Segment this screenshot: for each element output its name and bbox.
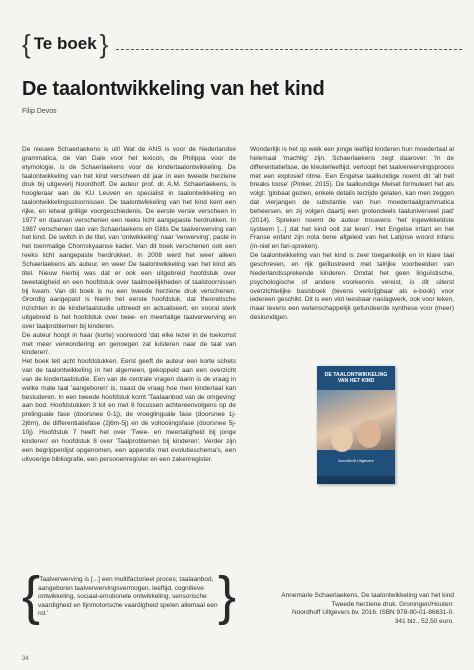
book-caption [254,592,454,626]
left-column [22,146,236,464]
caption-line: Tweede herziene druk. Groningen/Houten: [331,600,454,608]
body-paragraph: De auteur hoopt in haar (korte) voorwoord 'dat elke lezer in de toekomst met meer verwondering en genoegen zal luisteren naar de taal van kinderen'. [22,331,236,357]
section-header [22,30,462,58]
body-paragraph: De nieuwe Schaerlaekens is uit! Wat de ANS is voor de Nederlandse grammatica, de Van Dale voor het lexicon, de Philippa voor de etymologie, is de Schaerlaekens voor de kindertaalontwikkeling. De taalontwikkeling van het kind verscheen dit jaar in een tweede herziene druk bij uitgeverij Noordhoff. De auteur prof. dr. A.M. Schaerlaekens, is hoogleraar aan de KU Leuven en specialist in taalontwikkeling en taalontwikkelingsstoornissen. De taalontwikkeling van het kind kent een rijke, en ietwat grillige voorgeschiedenis. De eerste versie verscheen in 1977 en daarvan verschenen een reeks licht aangepaste herdrukken. In 1987 verschenen dan van Schaerlaekens en Gillis De taalverwerving van het kind. De switch in de titel, van 'ontwikkeling' naar 'verwerving', paste in het toenmalige Chomskyaanse kader. Van dit boek verschenen ook een reeks licht aangepaste herdrukken. In 2008 werd het weer alleen Schaerlaekens als auteur, en weer De taalontwikkeling van het kind als titel. Nieuw hierbij was dat er ook een uitgebreid hoofdstuk over tweetaligheid en een hoofdstuk over taalmoeilijkheden of taalstoornissen bij kwam. Van dit boek is nu een tweede herziene druk verschenen. Grondig aangepast is hierin het eerste hoofdstuk, dat theoretische inzichten in de kindertaalstudie uittreedt en actualiseert, en vooral sterk uitgebreid is het hoofdstuk over twee- en meertalige taalverwerving en over taalproblemen bij kinderen. [22,146,236,330]
quote-close-brace: } [217,566,236,626]
book-cover-image [317,366,395,484]
pull-quote-text: 'Taalverwerving is [...] een multifactorieel proces; taalaanbod, aangeboren taalverwervingsvermogen, leeftijd, cognitieve ontwikkeling, sociaal-emotionele ontwikkeling, sensorische vaardigheid en fijnmotorische vaardigheid spelen allemaal een rol.' [38,576,218,618]
body-paragraph: De taalontwikkeling van het kind is zeer toegankelijk en in klare taal geschreven, en rijk geïllustreerd met talrijke voorbeelden van Nederlandssprekende kinderen. Omdat het geen linguïstische, psychologische of andere voorkennis vereist, is dit uiterst overzichtelijke basisboek (tevens verkrijgbaar als e-book) voor iedereen geschikt. Dit is een vlot leesbaar naslagwerk, ook voor leken, maar tevens een wetenschappelijk gefundeerde synthese voor (meer) deskundigen. [250,252,454,322]
right-column [250,146,454,323]
section-label: Te boek [33,34,97,53]
cover-adult-face [357,420,381,448]
pull-quote [22,566,236,626]
caption-line: Noordhoff Uitgevers bv. 2016. ISBN 978-90-01-86631-0. [292,609,454,617]
quote-open-brace: { [22,566,41,626]
caption-line: 341 blz., 52,50 euro. [394,617,454,625]
caption-line: Annemarie Schaerlaekens, De taalontwikkeling van het kind [281,592,454,599]
article-title: De taalontwikkeling van het kind [22,78,325,100]
open-brace-glyph: { [22,29,31,59]
cover-photo [317,390,395,450]
cover-title: DE TAALONTWIKKELING VAN HET KIND [324,372,388,385]
cover-publisher: Noordhoff Uitgevers [338,458,374,463]
header-dashed-rule [116,49,462,50]
close-brace-glyph: } [99,29,109,59]
page-number: 34 [22,656,29,662]
article-author: Filip Devos [22,108,57,115]
body-paragraph: Het boek telt acht hoofdstukken. Eerst geeft de auteur een korte schets van de taalontwikkeling in het algemeen, gekoppeld aan een overzicht van de kindertaalstudie. Een van de centrale vragen daarin is de vraag in welke mate taal 'aangeboren' is, naast de vraag hoe men kindertaal kan bestuderen. In een tweede hoofdstuk komt 'Taalaanbod van de omgeving' aan bod. Hoofdstukken 3 tot en met 6 focussen achtereenvolgens op de prelinguale fase (doorsnee 0-1j), de vroeglinguale fase (doorsnee 1j-2j6m), de differentiatiefase (2j6m-5j) en de voltooiingsfase (doorsnee 5j-10j). Hoofdstuk 7 heeft het over 'Twee- en meertaligheid bij jonge kinderen' en hoofdstuk 8 over 'Taalproblemen bij kinderen'. Verder zijn een begrippenlijst opgenomen, een appendix met evolutieschema's, een uitvoerige bibliografie, een personenregister en een zakenregister. [22,358,236,463]
cover-bottom-bar [317,476,395,484]
body-paragraph: Wonderlijk is het op welk een jonge leeftijd kinderen hun moedertaal al helemaal 'machtig' zijn. Schaerlaekens zegt daarover: 'In de differentiatiefase, de kleuterleeftijd, verloopt het taalverwervingsproces met een explosief ritme. Een Engelse taalkundige noemt dit 'all hell breaks loose' (Pinker, 2015). De taalkundige Meisel formuleert het als volgt: 'globaal gezien, enkele details terzijde gelaten, kan men zeggen dat vierjangen de substantie van hun moedertaalgrammatica beheersen, en zij volgen daartij een grotendeels taaluniverseel pad' (2014). Spreken noemt de auteur trouwens 'het ingewikkeldste systeem [...] dat het kind ooit zal leren'. Het Engelse infant en het Franse enfant zijn nota bene afgeleid van het Latijnse woord infans (in-niet en fari-spreken). [250,146,454,251]
cover-child-face [331,426,353,452]
